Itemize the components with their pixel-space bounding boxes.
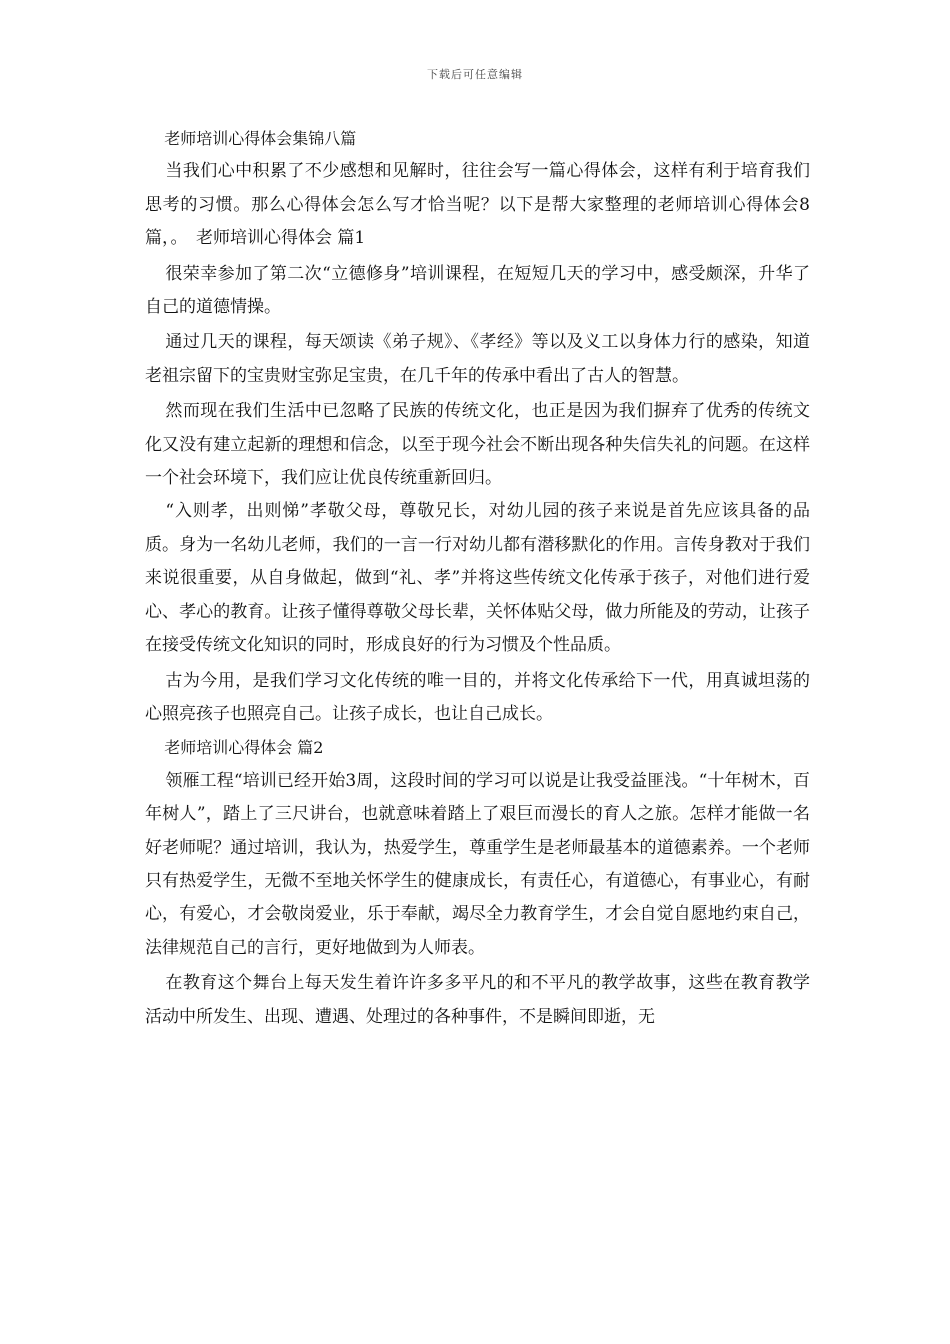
body-paragraph: 很荣幸参加了第二次“立德修身”培训课程，在短短几天的学习中，感受颇深，升华了自己的道德情操。 [145, 263, 810, 318]
document-title: 老师培训心得体会集锦八篇 [164, 129, 357, 148]
document-body [145, 122, 810, 1034]
body-paragraph: 然而现在我们生活中已忽略了民族的传统文化，也正是因为我们摒弃了优秀的传统文化又没有建立起新的理想和信念，以至于现今社会不断出现各种失信失礼的问题。在这样一个社会环境下，我们应让优良传统重新回归。 [145, 401, 810, 489]
body-paragraph: 通过几天的课程，每天颂读《弟子规》、《孝经》等以及义工以身体力行的感染，知道老祖宗留下的宝贵财宝弥足宝贵，在几千年的传承中看出了古人的智慧。 [145, 332, 810, 386]
intro-paragraph: 当我们心中积累了不少感想和见解时，往往会写一篇心得体会，这样有利于培育我们思考的习惯。那么心得体会怎么写才恰当呢？以下是帮大家整理的老师培训心得体会8篇，。 老师培训心得体会 篇1 [145, 161, 810, 249]
body-paragraph: 在教育这个舞台上每天发生着许许多多平凡的和不平凡的教学故事，这些在教育教学活动中所发生、出现、遭遇、处理过的各种事件，不是瞬间即逝，无 [145, 973, 810, 1027]
body-paragraph: 领雁工程“培训已经开始3周，这段时间的学习可以说是让我受益匪浅。“十年树木，百年树人”，踏上了三尺讲台，也就意味着踏上了艰巨而漫长的育人之旅。怎样才能做一名好老师呢？通过培训，我认为，热爱学生，尊重学生是老师最基本的道德素养。一个老师只有热爱学生，无微不至地关怀学生的健康成长，有责任心，有道德心，有事业心，有耐心，有爱心，才会敬岗爱业，乐于奉献，竭尽全力教育学生，才会自觉自愿地约束自己，法律规范自己的言行，更好地做到为人师表。 [145, 770, 810, 958]
page-header: 下载后可任意编辑 [427, 68, 523, 81]
body-paragraph: “入则孝，出则悌”孝敬父母，尊敬兄长，对幼儿园的孩子来说是首先应该具备的品质。身为一名幼儿老师，我们的一言一行对幼儿都有潜移默化的作用。言传身教对于我们来说很重要，从自身做起，做到“礼、孝”并将这些传统文化传承于孩子，对他们进行爱心、孝心的教育。让孩子懂得尊敬父母长辈，关怀体贴父母，做力所能及的劳动，让孩子在接受传统文化知识的同时，形成良好的行为习惯及个性品质。 [145, 501, 810, 656]
body-paragraph: 古为今用，是我们学习文化传统的唯一目的，并将文化传承给下一代，用真诚坦荡的心照亮孩子也照亮自己。让孩子成长，也让自己成长。 [145, 670, 810, 724]
section-heading: 老师培训心得体会 篇2 [164, 738, 324, 758]
